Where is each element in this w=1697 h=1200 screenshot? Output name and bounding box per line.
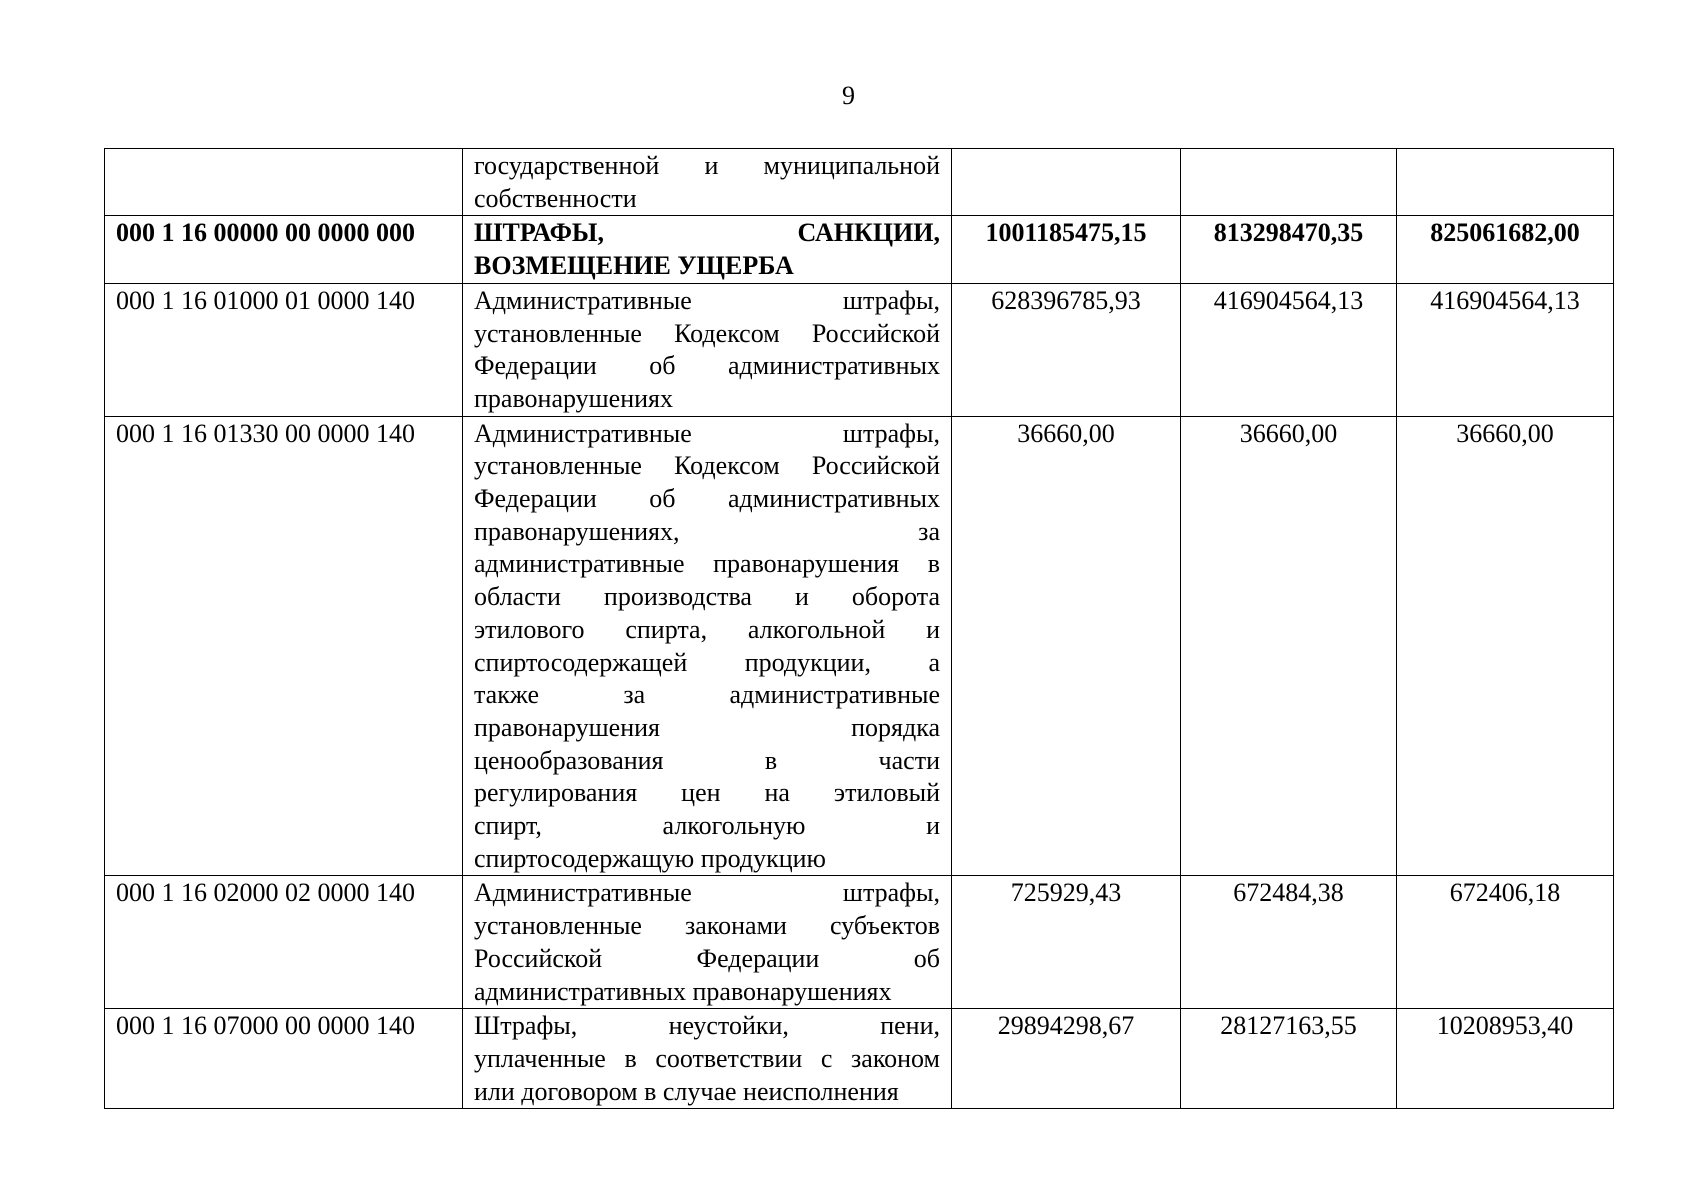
revenue-name-line: административные правонарушения в <box>474 549 940 579</box>
revenue-name-line: области производства и оборота <box>474 582 940 612</box>
amount-year-3-cell: 36660,00 <box>1397 416 1614 876</box>
revenue-name-line: правонарушениях, за <box>474 516 940 546</box>
revenue-name-line: правонарушения порядка <box>474 712 940 742</box>
revenue-name-line: этилового спирта, алкогольной и <box>474 614 940 644</box>
revenue-name-line: ВОЗМЕЩЕНИЕ УЩЕРБА <box>474 251 794 281</box>
revenue-name-line: административных правонарушениях <box>474 976 892 1006</box>
revenue-name-line: Административные штрафы, <box>474 418 940 448</box>
budget-code-cell: 000 1 16 01330 00 0000 140 <box>105 416 463 876</box>
table-row <box>105 1009 1614 1109</box>
revenue-name-line: уплаченные в соответствии с законом <box>474 1043 940 1073</box>
revenue-name-line: также за административные <box>474 680 940 710</box>
amount-year-1-cell: 725929,43 <box>952 876 1181 1009</box>
budget-revenue-table <box>104 148 1614 1109</box>
revenue-name-cell <box>463 1009 952 1109</box>
amount-year-2-cell: 813298470,35 <box>1181 216 1397 283</box>
revenue-name-line: Административные штрафы, <box>474 285 940 315</box>
table-row <box>105 283 1614 416</box>
revenue-name-line: регулирования цен на этиловый <box>474 778 940 808</box>
budget-code-cell <box>105 149 463 216</box>
revenue-name-line: установленные Кодексом Российской <box>474 451 940 481</box>
amount-year-1-cell: 1001185475,15 <box>952 216 1181 283</box>
page-number: 9 <box>842 81 855 110</box>
revenue-name-cell <box>463 283 952 416</box>
table-row <box>105 416 1614 876</box>
table-row <box>105 876 1614 1009</box>
amount-year-1-cell: 628396785,93 <box>952 283 1181 416</box>
revenue-name-line: Административные штрафы, <box>474 878 940 908</box>
amount-year-2-cell: 28127163,55 <box>1181 1009 1397 1109</box>
amount-year-1-cell: 36660,00 <box>952 416 1181 876</box>
amount-year-3-cell <box>1397 149 1614 216</box>
budget-code-cell: 000 1 16 00000 00 0000 000 <box>105 216 463 283</box>
amount-year-2-cell <box>1181 149 1397 216</box>
budget-code-cell: 000 1 16 02000 02 0000 140 <box>105 876 463 1009</box>
revenue-name-line: Российской Федерации об <box>474 943 940 973</box>
revenue-name-cell <box>463 216 952 283</box>
revenue-name-line: правонарушениях <box>474 383 674 413</box>
amount-year-2-cell: 672484,38 <box>1181 876 1397 1009</box>
revenue-name-line: установленные законами субъектов <box>474 911 940 941</box>
revenue-name-line: собственности <box>474 183 637 213</box>
amount-year-3-cell: 825061682,00 <box>1397 216 1614 283</box>
revenue-name-cell <box>463 416 952 876</box>
amount-year-2-cell: 36660,00 <box>1181 416 1397 876</box>
revenue-name-line: Штрафы, неустойки, пени, <box>474 1011 940 1041</box>
table-row <box>105 149 1614 216</box>
amount-year-1-cell: 29894298,67 <box>952 1009 1181 1109</box>
budget-code-cell: 000 1 16 01000 01 0000 140 <box>105 283 463 416</box>
revenue-name-cell <box>463 149 952 216</box>
amount-year-3-cell: 672406,18 <box>1397 876 1614 1009</box>
revenue-name-line: или договором в случае неисполнения <box>474 1076 899 1106</box>
revenue-name-line: ШТРАФЫ, САНКЦИИ, <box>474 218 940 248</box>
revenue-name-line: Федерации об административных <box>474 484 940 514</box>
amount-year-3-cell: 416904564,13 <box>1397 283 1614 416</box>
table-body <box>105 149 1614 1109</box>
revenue-name-line: установленные Кодексом Российской <box>474 318 940 348</box>
amount-year-3-cell: 10208953,40 <box>1397 1009 1614 1109</box>
revenue-name-line: спирт, алкогольную и <box>474 811 940 841</box>
table-row <box>105 216 1614 283</box>
revenue-name-line: Федерации об административных <box>474 351 940 381</box>
revenue-name-line: спиртосодержащую продукцию <box>474 843 826 873</box>
revenue-name-line: спиртосодержащей продукции, а <box>474 647 940 677</box>
amount-year-2-cell: 416904564,13 <box>1181 283 1397 416</box>
revenue-name-line: ценообразования в части <box>474 745 940 775</box>
revenue-name-cell <box>463 876 952 1009</box>
revenue-name-line: государственной и муниципальной <box>474 151 940 180</box>
budget-code-cell: 000 1 16 07000 00 0000 140 <box>105 1009 463 1109</box>
amount-year-1-cell <box>952 149 1181 216</box>
